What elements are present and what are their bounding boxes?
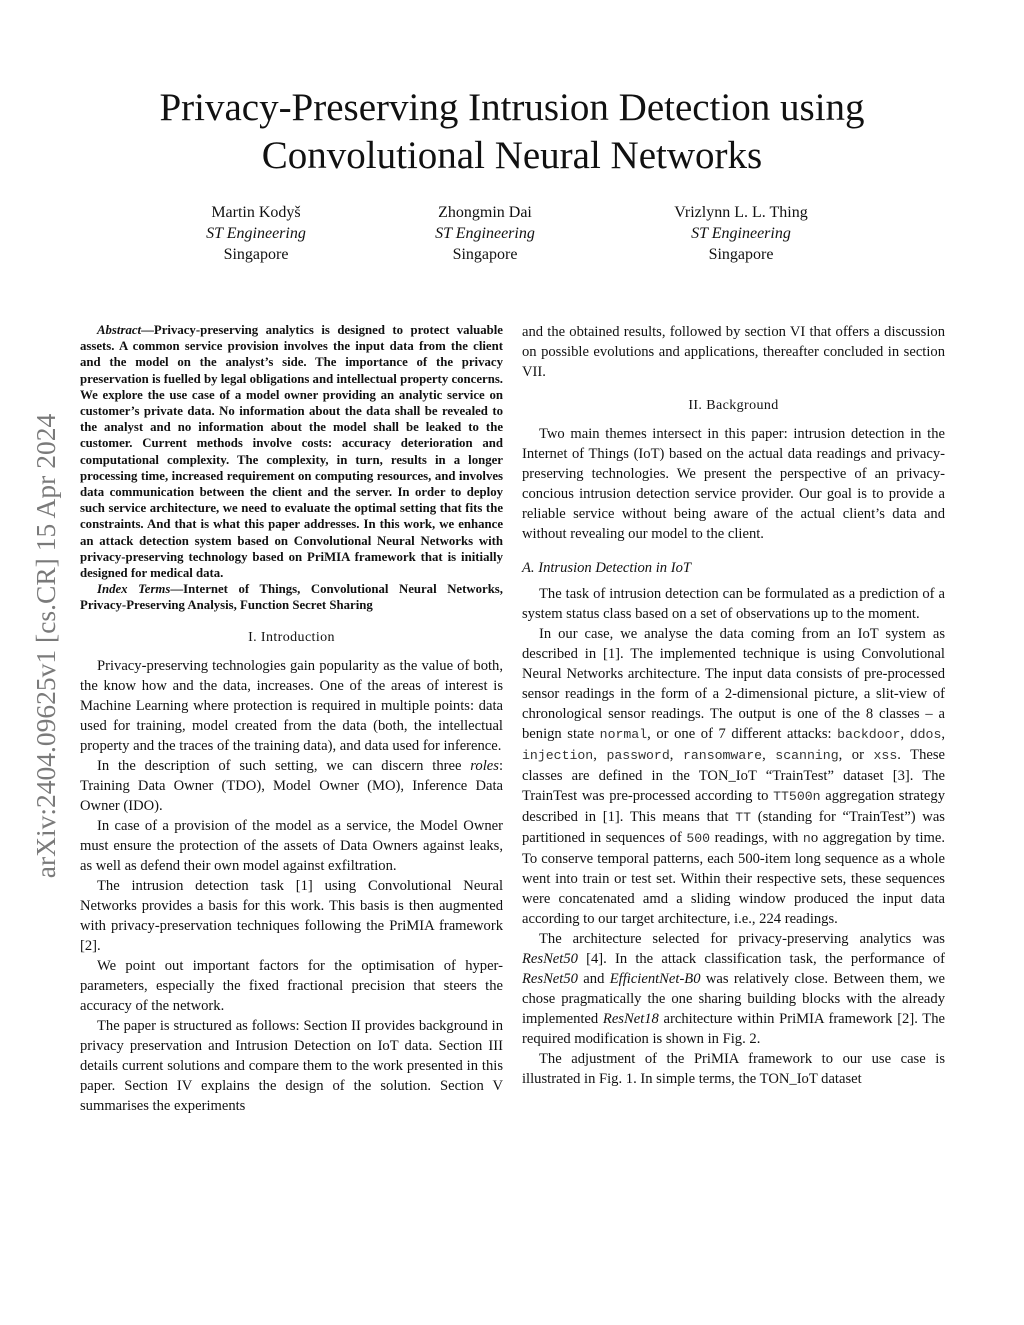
author-location: Singapore (223, 246, 289, 263)
text-run: . These classes are defined in the TON_IoT “TrainTest” dataset [3]. The TrainTest was pre-processed according to (522, 747, 946, 804)
paragraph: The paper is structured as follows: Section II provides background in privacy preservation and Intrusion Detection on IoT data. Section III details current solutions and compare them to the work presented in this paper. Section IV explains the design of the solution. Section V summarises the experiments (80, 1017, 503, 1114)
paragraph: The intrusion detection task [1] using Convolutional Neural Networks provides a basis for this work. This basis is then augmented with privacy-preservation techniques following the PriMIA framework [2]. (80, 877, 503, 954)
emphasis-roles: roles (470, 757, 499, 774)
right-column (522, 322, 945, 1089)
strategy-code: n (802, 831, 811, 846)
author-name: Vrizlynn L. L. Thing (674, 204, 808, 221)
strategy-code: TT (735, 810, 752, 825)
paragraph: Two main themes intersect in this paper: intrusion detection in the Internet of Things (IoT) based on the actual data readings and privacy-preserving technologies. We present the perspective of an privacy-concious intrusion detection service provider. Our goal is to provide a reliable service without being aware of the actual client’s data and without revealing our model to the client. (522, 426, 945, 542)
index-terms-text: —Internet of Things, Convolutional Neural Networks, Privacy-Preserving Analysis, Function Secret Sharing (80, 582, 503, 613)
text-run: (standing for “TrainTest”) was partitioned in sequences of (522, 809, 945, 846)
index-terms (80, 581, 503, 613)
text-run: [4]. In the attack classification task, the performance of (577, 951, 945, 967)
class-label-code: password (606, 748, 670, 763)
section-heading-introduction: I. Introduction (248, 629, 335, 645)
text-run: and (577, 971, 610, 987)
paragraph: Privacy-preserving technologies gain popularity as the value of both, the know how and the data, increases. One of the areas of interest is Machine Learning where protection is required in multiple points: data used for training, model created from the data (both, the intellectual property and the traces of the training data), and data used for inference. (80, 657, 503, 754)
class-label-code: injection (522, 748, 594, 763)
text-run: architecture within PriMIA framework [2]. The required modification is shown in Fig. 2. (522, 1011, 945, 1047)
model-name: ResNet50 (522, 951, 578, 967)
author-3 (621, 202, 861, 265)
model-name: ResNet18 (602, 1011, 659, 1027)
abstract-text: —Privacy-preserving analytics is designed to protect valuable assets. A common service provision involves the input data from the client and the model on the analyst’s side. The importance of the privacy preservation is fuelled by legal obligations and intellectual property concerns. We explore the use case of a model owner providing an analytic service on customer’s private data. No information about the data shall be revealed to the analyst and no information about the model shall be leaked to the customer. Current methods involve costs: accuracy deterioration and computational complexity. The complexity, in turn, results in a longer processing time, increased requirement on computing resources, and involves data communication between the client and the server. In order to deploy such service architecture, we need to evaluate the optimal setting that fits the constraints. And that is what this paper addresses. In this work, we enhance an attack detection system based on Convolutional Neural Networks with privacy-preserving technology based on PriMIA framework that is initially designed for medical data. (80, 323, 503, 581)
model-name: ResNet50 (522, 971, 578, 987)
class-label-code: scanning (775, 748, 839, 763)
author-location: Singapore (452, 246, 518, 263)
text-run: readings, with (710, 830, 803, 846)
paragraph: In our case, we analyse the data coming from an IoT system as described in [1]. The implemented technique is using Convolutional Neural Networks architecture. The input data consists of pre-processed sensor readings in the form of a 2-dimensional picture, a slit-view of chronological sensor readings. The output is one of the 8 classes – a benign state normal, or one of 7 different attacks: backdoor, ddos, injection, password, ransomware, scanning, or xss. These classes are defined in the TON_IoT “TrainTest” dataset [3]. The TrainTest was pre-processed according to TT500n aggregation strategy described in [1]. This means that TT (standing for “TrainTest”) was partitioned in sequences of 500 readings, with no aggregation by time. To conserve temporal patterns, each 500-item long sequence as a whole went into train or test set. Within their respective sets, these sequences were concatenated amd a sliding window produced the input data according to our target architecture, i.e., 224 readings. (522, 626, 946, 927)
paper-title: Privacy-Preserving Intrusion Detection using Convolutional Neural Networks (159, 86, 865, 177)
text-run: aggregation strategy described in [1]. This means that (522, 788, 945, 825)
class-label-code: backdoor (837, 727, 901, 742)
text-run: In the description of such setting, we can discern three (97, 757, 471, 774)
subsection-heading-intrusion-detection: A. Intrusion Detection in IoT (522, 560, 692, 576)
author-affiliation: ST Engineering (206, 225, 306, 242)
abstract-label: Abstract (97, 323, 142, 337)
strategy-code: TT500n (773, 789, 821, 804)
paragraph-continuation: and the obtained results, followed by section VI that offers a discussion on possible evolutions and applications, thereafter concluded in section VII. (522, 324, 945, 380)
text-run: The architecture selected for privacy-preserving analytics was (539, 931, 945, 947)
text-run: was relatively close. Between them, we chose pragmatically the one sharing building blocks with the already implemented (522, 971, 945, 1027)
author-2 (365, 202, 605, 265)
author-1 (136, 202, 376, 265)
author-name: Martin Kodyš (211, 204, 301, 221)
text-run: o aggregation by time. To conserve temporal patterns, each 500-item long sequence as a whole went into train or test set. Within their respective sets, these sequences were concatenated amd a sliding window produced the input data according to our target architecture, i.e., 224 readings. (522, 830, 946, 927)
class-label-code: ransomware (682, 748, 763, 763)
left-column (80, 322, 503, 1116)
section-heading-background: II. Background (688, 398, 779, 413)
class-label-code: normal (599, 727, 648, 742)
paragraph: We point out important factors for the optimisation of hyper-parameters, especially the fixed fractional precision that steers the accuracy of the network. (80, 957, 503, 1014)
text-run: , or one of 7 different attacks: (647, 726, 838, 742)
strategy-code: 500 (686, 831, 711, 846)
paragraph (80, 756, 503, 816)
paragraph: The task of intrusion detection can be formulated as a prediction of a system status class based on a set of observations up to the moment. (522, 586, 945, 622)
class-label-code: xss (873, 748, 898, 763)
class-label-code: ddos (909, 727, 942, 742)
author-name: Zhongmin Dai (438, 204, 532, 221)
text-run: : Training Data Owner (TDO), Model Owner (MO), Inference Data Owner (IDO). (80, 757, 503, 814)
paragraph: In case of a provision of the model as a service, the Model Owner must ensure the protection of the assets of Data Owners against leaks, as well as defend their own model against exfiltration. (80, 817, 503, 874)
author-affiliation: ST Engineering (435, 225, 535, 242)
author-affiliation: ST Engineering (691, 225, 791, 242)
author-location: Singapore (708, 246, 774, 263)
index-terms-label: Index Terms (97, 582, 171, 597)
paragraph (522, 929, 945, 1049)
model-name: EfficientNet-B0 (609, 971, 701, 987)
paragraph: The adjustment of the PriMIA framework to our use case is illustrated in Fig. 1. In simple terms, the TON_IoT dataset (522, 1051, 945, 1087)
text-run: In our case, we analyse the data coming from an IoT system as described in [1]. The implemented technique is using Convolutional Neural Networks architecture. The input data consists of pre-processed sensor readings in the form of a 2-dimensional picture, a slit-view of chronological sensor readings. The output is one of the 8 classes – a benign state (522, 626, 945, 742)
abstract (80, 322, 503, 581)
arxiv-stamp: arXiv:2404.09625v1 [cs.CR] 15 Apr 2024 (30, 413, 61, 879)
